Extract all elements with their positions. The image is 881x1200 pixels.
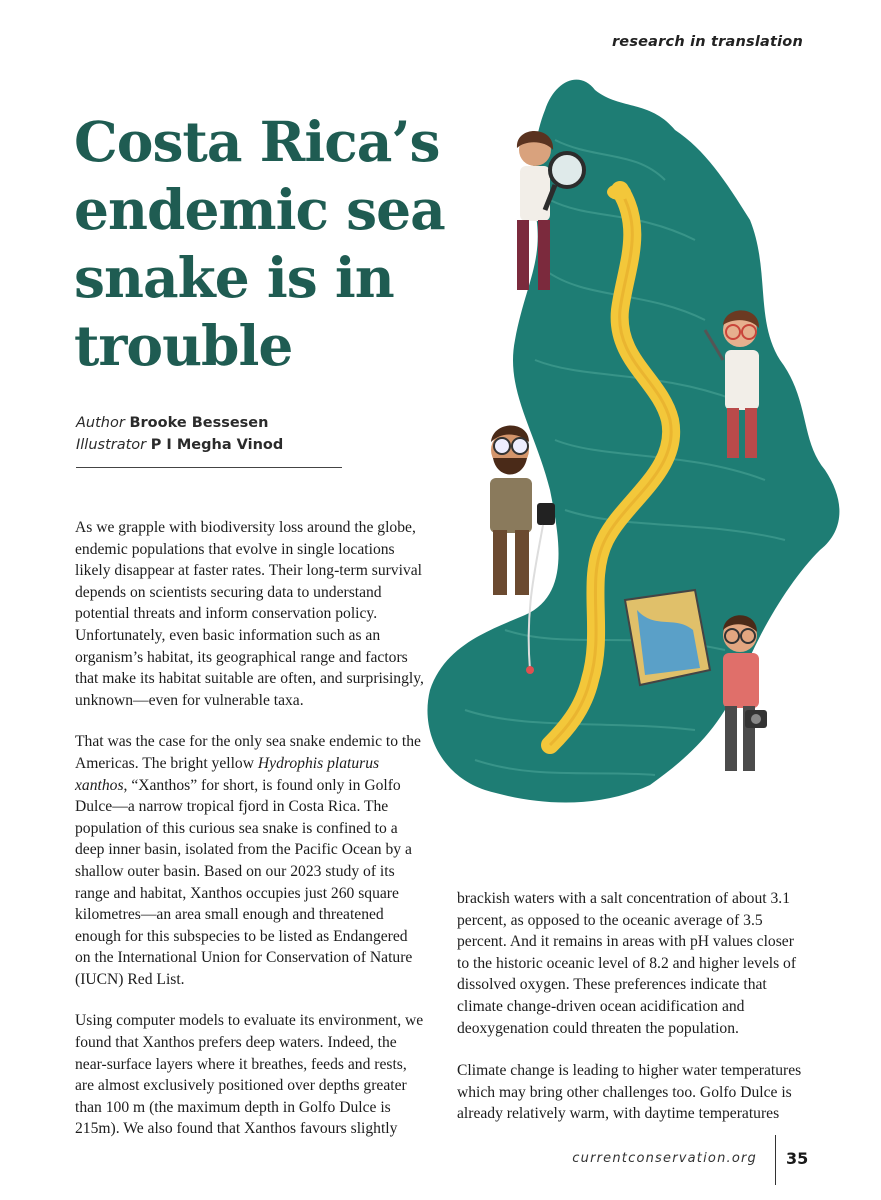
paragraph-models: Using computer models to evaluate its environment, we found that Xanthos prefers deep waters. Indeed, the near-surface layers where it breathes, feeds and rests, are almost exclusively positioned over depths greater than 100 m (the maximum depth in Golfo Dulce is 215m). We also found that Xanthos favours slightly bbox=[75, 1012, 424, 1138]
credits bbox=[76, 412, 283, 456]
illustrator-name: P I Megha Vinod bbox=[150, 437, 284, 453]
snake-head bbox=[607, 184, 631, 200]
credits-divider bbox=[76, 467, 342, 468]
section-label: research in translation bbox=[611, 34, 803, 50]
gulf-water-shape bbox=[427, 80, 839, 803]
paragraph-brackish: brackish waters with a salt concentration of about 3.1 percent, as opposed to the oceanic average of 3.5 percent. And it remains in areas with pH values closer to the historic oceanic level of 8.2 and higher levels of dissolved oxygen. These preferences indicate that climate change-driven ocean acidification and deoxygenation could threaten the population. bbox=[457, 890, 797, 1037]
paragraph-xanthos-start: That was the case for the only sea snake endemic to the Americas. The bright yellow bbox=[75, 733, 421, 772]
paragraph-intro: As we grapple with biodiversity loss around the globe, endemic populations that evolve in single locations likely disappear at faster rates. Their long-term survival depends on scientists securing data to understand potential threats and inform conservation policy. Unfortunately, even basic information such as an organism’s habitat, its geographical range and factors that make its habitat suitable are often, and surprisingly, unknown—even for vulnerable taxa. bbox=[75, 519, 424, 709]
author-name: Brooke Bessesen bbox=[129, 415, 269, 431]
illustrator-role: Illustrator bbox=[76, 437, 147, 453]
author-role: Author bbox=[76, 415, 125, 431]
species-name: Hydrophis platurus xanthos bbox=[75, 754, 380, 794]
footer-url: currentconservation.org bbox=[572, 1151, 757, 1166]
footer-divider bbox=[775, 1135, 776, 1185]
paragraph-xanthos-rest: , “Xanthos” for short, is found only in Golfo Dulce—a narrow tropical fjord in Costa Rica. The population of this curious sea snake is confined to a deep inner basin, isolated from the Pacific Ocean by a shallow outer basin. Based on our 2023 study of its range and habitat, Xanthos occupies just 260 square kilometres—an area small enough and threatened enough for this subspecies to be listed as Endangered on the International Union for Conservation of Nature (IUCN) Red List. bbox=[75, 776, 413, 988]
article-column-right bbox=[457, 888, 805, 1146]
page-number: 35 bbox=[786, 1149, 809, 1168]
golfo-dulce-illustration bbox=[405, 70, 855, 830]
article-column-left bbox=[75, 517, 427, 1160]
article-title: Costa Rica’s endemic sea snake is in trouble bbox=[74, 109, 445, 378]
illustrator-line bbox=[76, 434, 283, 456]
paragraph-xanthos bbox=[75, 731, 427, 990]
author-line bbox=[76, 412, 283, 434]
paragraph-climate: Climate change is leading to higher water temperatures which may bring other challenges too. Golfo Dulce is already relatively warm, with daytime temperatures bbox=[457, 1062, 802, 1123]
